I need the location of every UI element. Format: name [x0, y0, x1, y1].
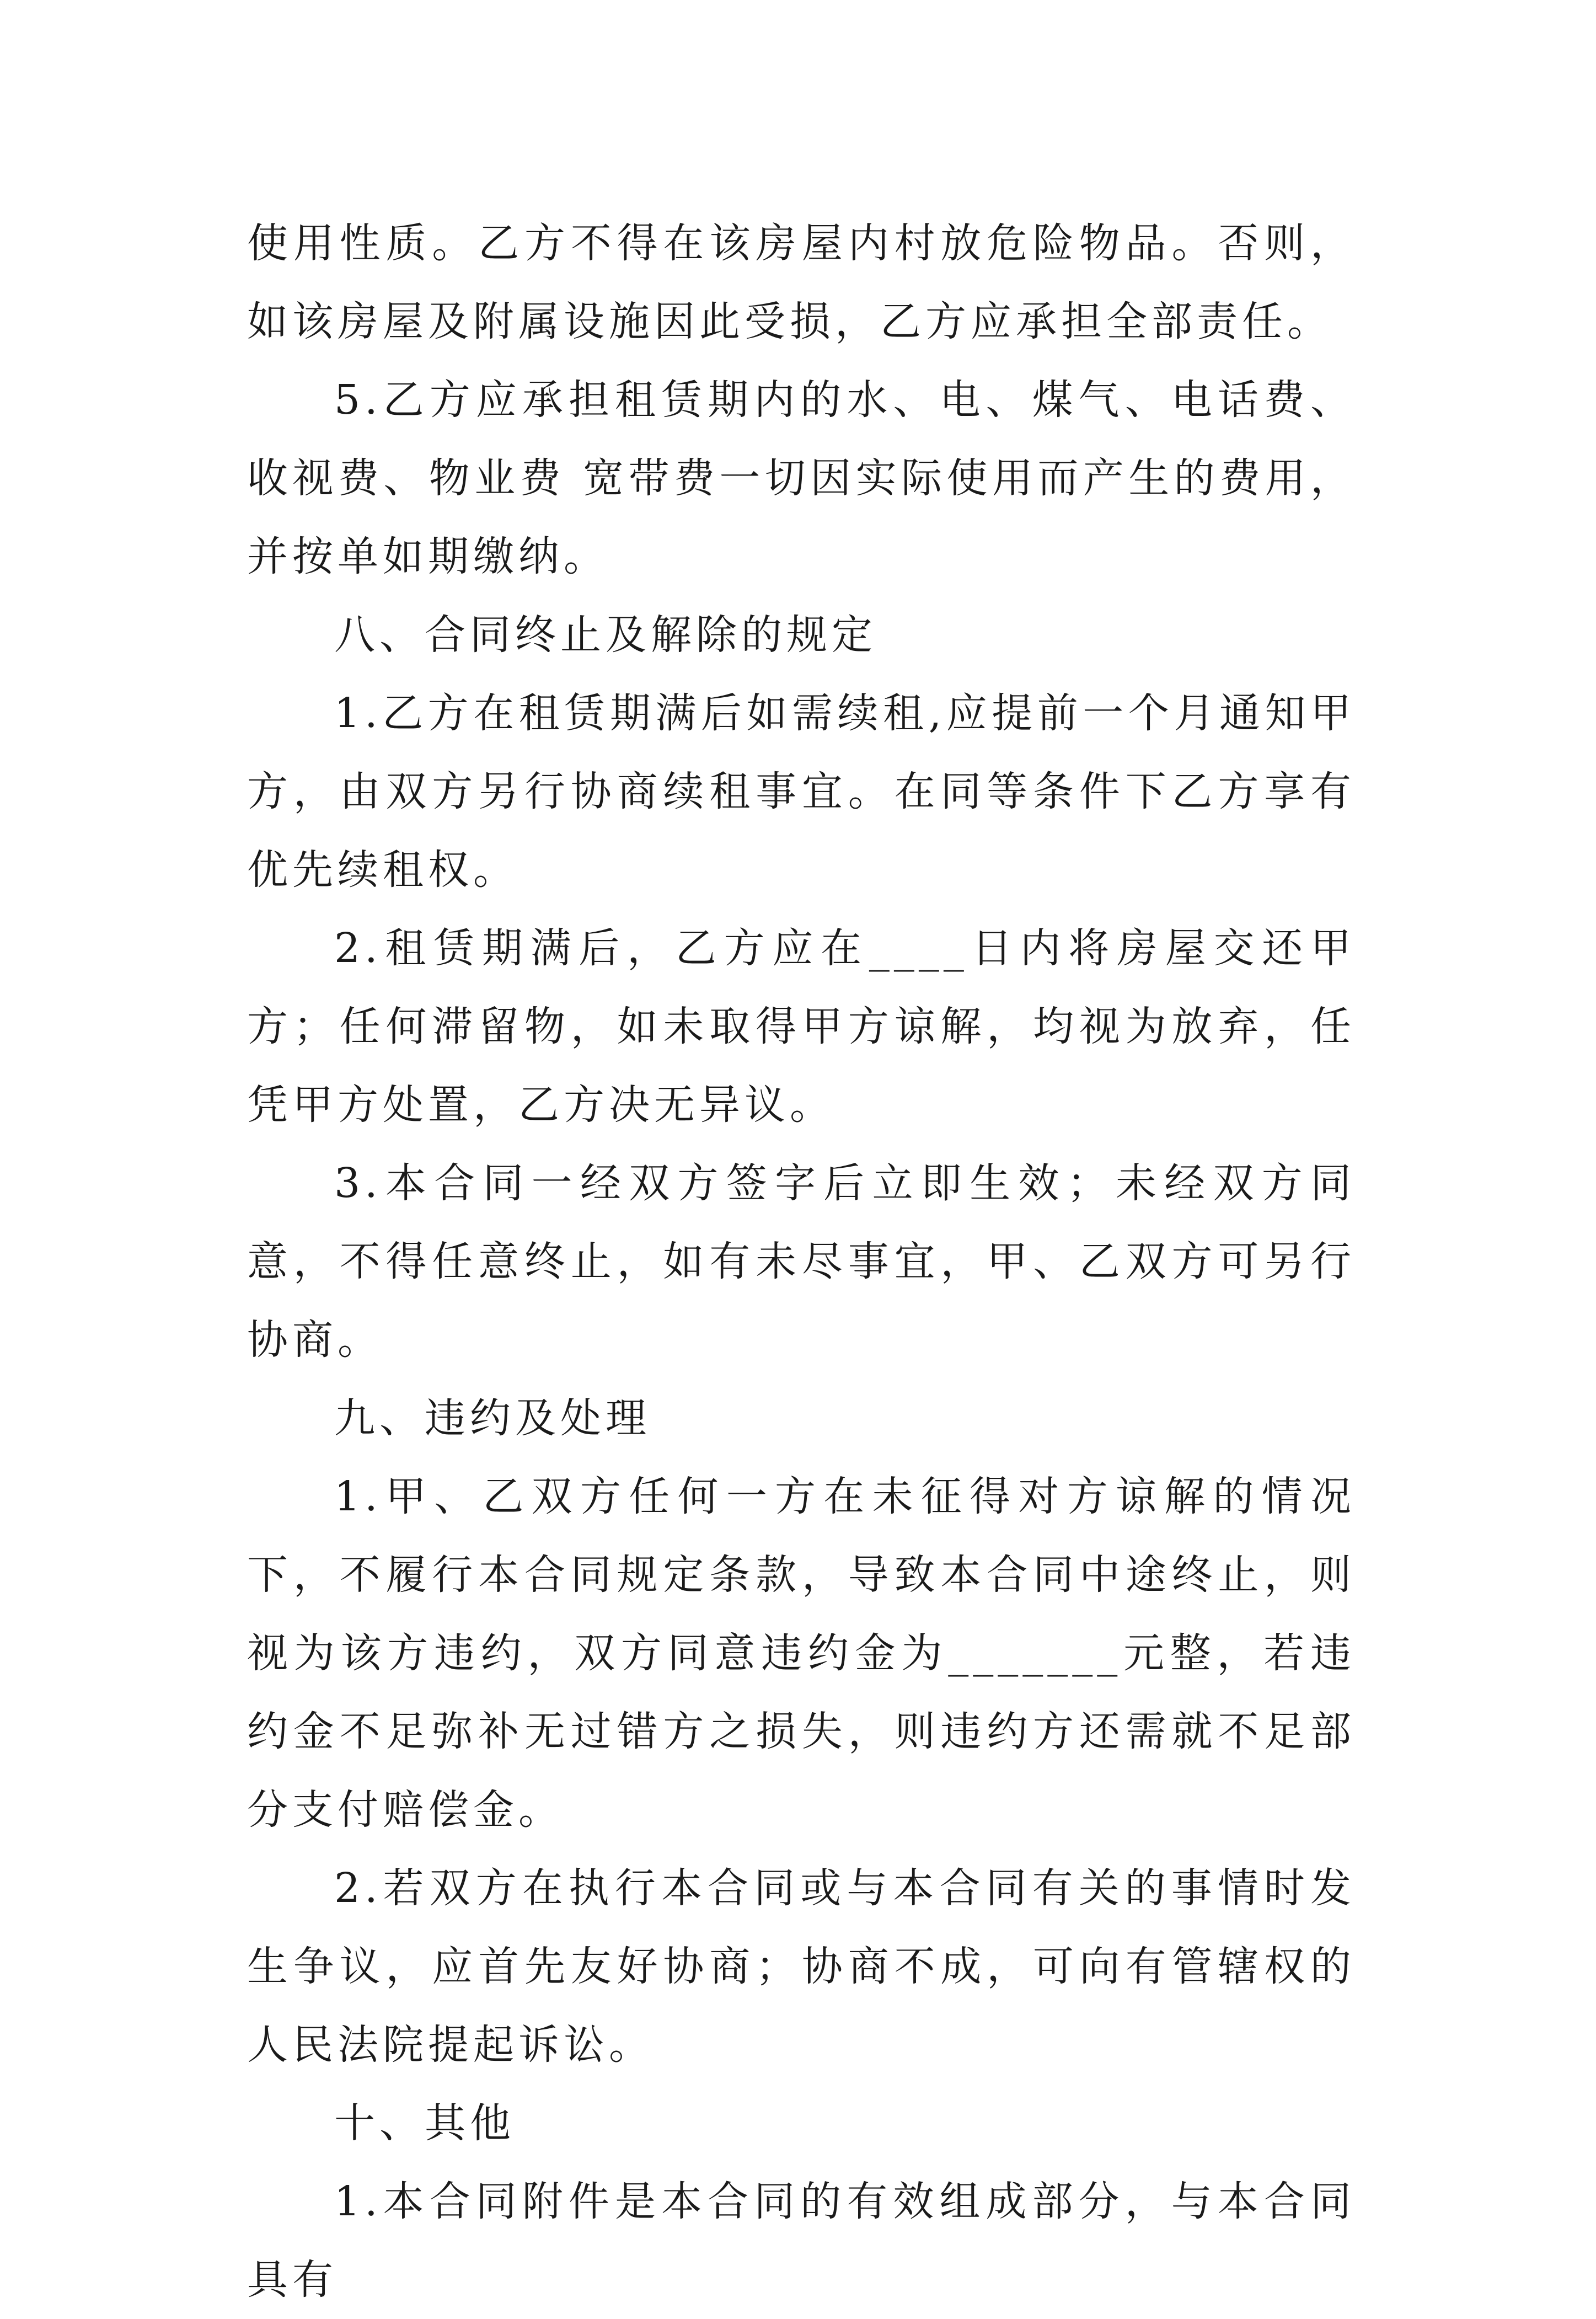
section-heading-termination: 八、合同终止及解除的规定 [334, 611, 877, 659]
section-heading-other: 十、其他 [334, 2099, 515, 2147]
paragraph-clause-2-return: 2.租赁期满后，乙方应在____日内将房屋交还甲方；任何滞留物，如未取得甲方谅解，均视为放弃，任凭甲方处置，乙方决无异议。 [247, 925, 1356, 1129]
paragraph-clause-1-renewal: 1.乙方在租赁期满后如需续租,应提前一个月通知甲方，由双方另行协商续租事宜。在同等条件下乙方享有优先续租权。 [247, 690, 1356, 894]
paragraph-clause-3-effect: 3.本合同一经双方签字后立即生效；未经双方同意，不得任意终止，如有未尽事宜，甲、乙双方可另行协商。 [247, 1160, 1356, 1364]
section-heading-breach: 九、违约及处理 [334, 1394, 651, 1442]
paragraph-clause-2-dispute: 2.若双方在执行本合同或与本合同有关的事情时发生争议，应首先友好协商；协商不成，可向有管辖权的人民法院提起诉讼。 [247, 1864, 1356, 2069]
paragraph-clause-1-attachments: 1.本合同附件是本合同的有效组成部分，与本合同具有 [247, 2178, 1356, 2304]
document-body [247, 204, 1356, 2319]
paragraph-clause-1-penalty: 1.甲、乙双方任何一方在未征得对方谅解的情况下，不履行本合同规定条款，导致本合同中途终止，则视为该方违约，双方同意违约金为_______元整，若违约金不足弥补无过错方之损失，则违约方还需就不足部分支付赔偿金。 [247, 1473, 1356, 1834]
paragraph-clause-5-fees: 5.乙方应承担租赁期内的水、电、煤气、电话费、收视费、物业费 宽带费一切因实际使用而产生的费用，并按单如期缴纳。 [247, 376, 1356, 580]
paragraph-usage-nature: 使用性质。乙方不得在该房屋内村放危险物品。否则，如该房屋及附属设施因此受损，乙方应承担全部责任。 [247, 220, 1356, 345]
